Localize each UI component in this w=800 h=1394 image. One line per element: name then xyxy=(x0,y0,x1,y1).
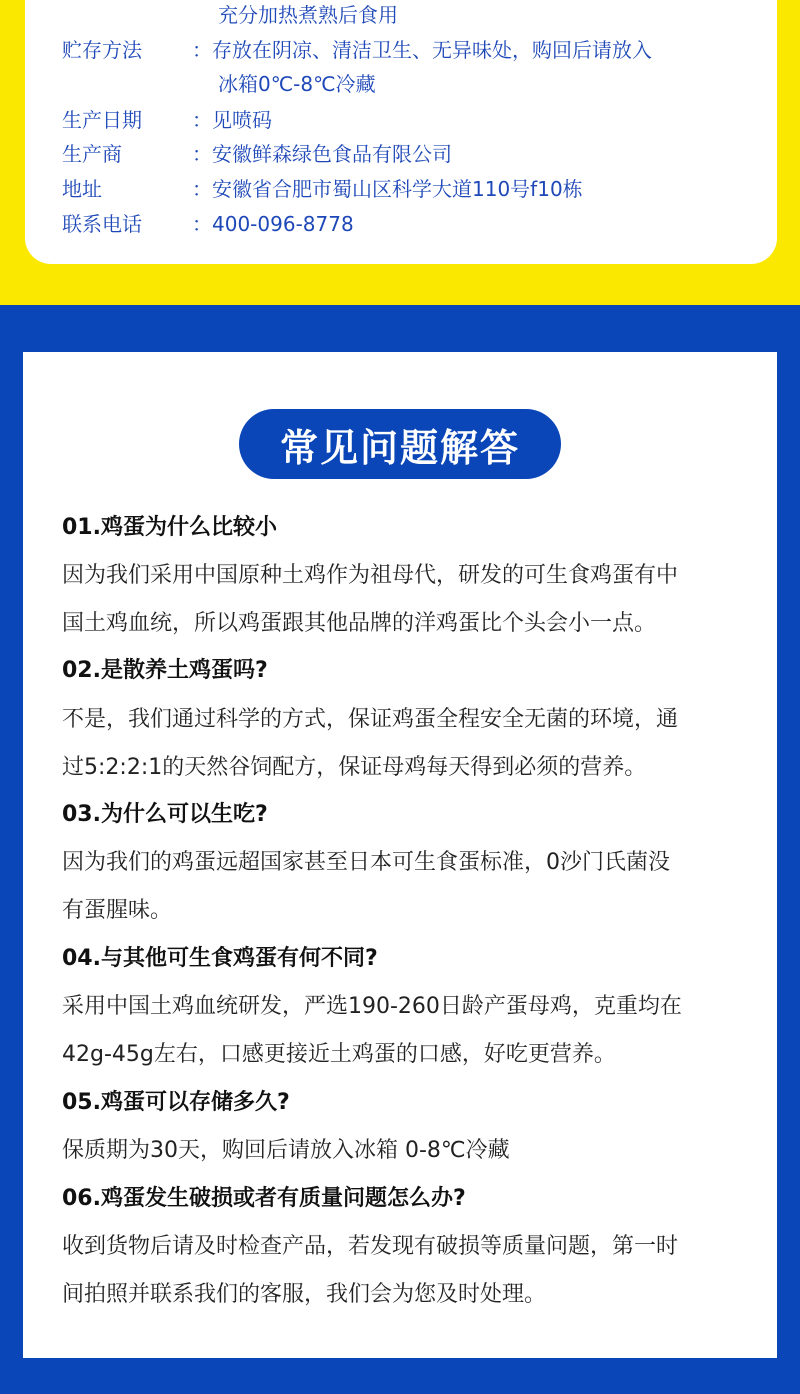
info-row-phone xyxy=(62,210,354,238)
info-value: 安徽省合肥市蜀山区科学大道110号f10栋 xyxy=(212,177,583,201)
info-label: 生产日期 xyxy=(62,108,142,132)
info-value: 400-096-8778 xyxy=(212,212,354,236)
faq-question: 02.是散养土鸡蛋吗? xyxy=(62,658,268,683)
faq-question: 04.与其他可生食鸡蛋有何不同? xyxy=(62,946,378,971)
info-colon: ： xyxy=(192,177,212,201)
info-value: 安徽鲜森绿色食品有限公司 xyxy=(212,142,452,166)
faq-answer-line: 保质期为30天，购回后请放入冰箱 0-8℃冷藏 xyxy=(62,1138,510,1163)
info-row-storage-cont xyxy=(218,70,376,98)
faq-answer-line: 间拍照并联系我们的客服，我们会为您及时处理。 xyxy=(62,1282,547,1307)
info-label: 联系电话 xyxy=(62,212,142,236)
info-value: 见喷码 xyxy=(212,108,272,132)
info-colon: ： xyxy=(192,108,212,132)
faq-answer-line: 不是，我们通过科学的方式，保证鸡蛋全程安全无菌的环境，通 xyxy=(62,707,679,732)
faq-answer-line: 过5:2:2:1的天然谷饲配方，保证母鸡每天得到必须的营养。 xyxy=(62,755,647,780)
info-label: 生产商 xyxy=(62,142,122,166)
faq-title: 常见问题解答 xyxy=(239,409,561,479)
info-continuation: 充分加热煮熟后食用 xyxy=(218,3,398,27)
faq-answer-line: 采用中国土鸡血统研发，严选190-260日龄产蛋母鸡，克重均在 xyxy=(62,994,682,1019)
faq-question: 03.为什么可以生吃? xyxy=(62,802,268,827)
info-label: 贮存方法 xyxy=(62,38,142,62)
faq-answer-line: 42g-45g左右，口感更接近土鸡蛋的口感，好吃更营养。 xyxy=(62,1042,616,1067)
info-value: 冰箱0℃-8℃冷藏 xyxy=(218,72,376,96)
faq-answer-line: 国土鸡血统，所以鸡蛋跟其他品牌的洋鸡蛋比个头会小一点。 xyxy=(62,611,657,636)
info-colon: ： xyxy=(192,142,212,166)
info-row-manufacturer xyxy=(62,140,452,168)
faq-question: 01.鸡蛋为什么比较小 xyxy=(62,515,277,540)
faq-question: 05.鸡蛋可以存储多久? xyxy=(62,1090,290,1115)
info-label: 地址 xyxy=(62,177,102,201)
info-row-storage xyxy=(62,36,652,64)
faq-answer-line: 因为我们采用中国原种土鸡作为祖母代，研发的可生食鸡蛋有中 xyxy=(62,563,679,588)
info-colon: ： xyxy=(192,212,212,236)
faq-answer-line: 收到货物后请及时检查产品，若发现有破损等质量问题，第一时 xyxy=(62,1234,679,1259)
faq-answer-line: 因为我们的鸡蛋远超国家甚至日本可生食蛋标准，0沙门氏菌没 xyxy=(62,850,670,875)
faq-question: 06.鸡蛋发生破损或者有质量问题怎么办? xyxy=(62,1186,466,1211)
info-colon: ： xyxy=(192,38,212,62)
info-value: 存放在阴凉、清洁卫生、无异味处，购回后请放入 xyxy=(212,38,652,62)
info-row-address xyxy=(62,175,583,203)
info-row-production-date xyxy=(62,106,272,134)
faq-answer-line: 有蛋腥味。 xyxy=(62,898,173,923)
